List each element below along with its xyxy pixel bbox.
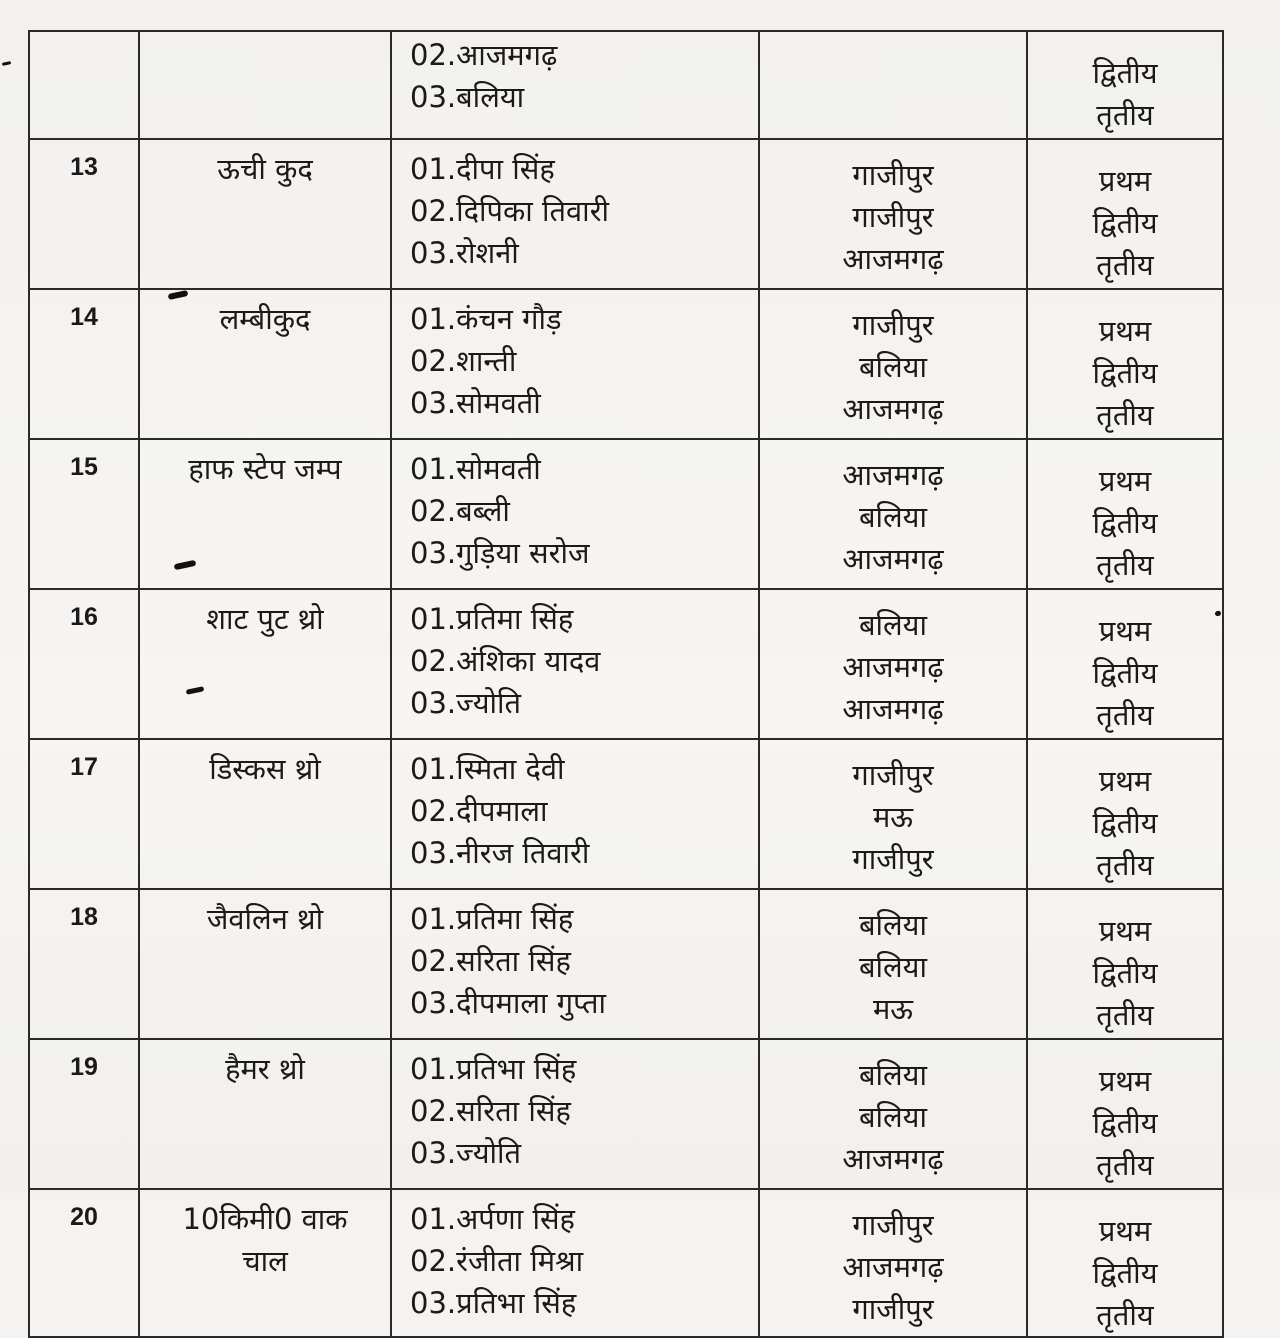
event-name: जैवलिन थ्रो [206,902,324,936]
position-cell [1027,289,1223,439]
event-name-cell [139,889,391,1039]
district-name: गाजीपुर [852,758,934,792]
district-name: आजमगढ़ [842,542,944,576]
event-name-cell [139,1039,391,1189]
position-label: तृतीय [1096,248,1154,282]
participant-name: 03.नीरज तिवारी [410,836,590,870]
district-name: आजमगढ़ [842,650,944,684]
participant-name: 03.ज्योति [410,686,522,720]
district-cell [759,739,1027,889]
district-name: बलिया [858,1058,928,1092]
event-name-cell [139,1189,391,1337]
position-cell [1027,1189,1223,1337]
district-cell [759,139,1027,289]
event-name-cell [139,289,391,439]
table-row [29,139,1223,289]
event-name-cell [139,31,391,139]
serial-number-cell: 16 [29,589,139,739]
district-name: आजमगढ़ [842,692,944,726]
participant-name: 02.अंशिका यादव [410,644,601,678]
participant-names-cell [391,439,759,589]
position-label: प्रथम [1098,1064,1152,1098]
district-name: गाजीपुर [852,842,934,876]
position-label: प्रथम [1098,314,1152,348]
participant-name: 03.प्रतिभा सिंह [410,1286,577,1320]
participant-name: 01.सोमवती [410,452,541,486]
district-name: गाजीपुर [852,308,934,342]
participant-name: 03.रोशनी [410,236,519,270]
district-name: गाजीपुर [852,200,934,234]
district-cell [759,1039,1027,1189]
position-label: तृतीय [1096,548,1154,582]
position-label: तृतीय [1096,698,1154,732]
serial-number-cell: 13 [29,139,139,289]
participant-name: 01.दीपा सिंह [410,152,555,186]
table-row [29,739,1223,889]
position-cell [1027,589,1223,739]
district-name: मऊ [872,800,914,834]
district-name: आजमगढ़ [842,458,944,492]
district-name: मऊ [872,992,914,1026]
event-name: ऊची कुद [217,152,313,186]
results-table [28,30,1224,1338]
district-cell [759,1189,1027,1337]
participant-name: 02.सरिता सिंह [410,1094,571,1128]
position-label: तृतीय [1096,1148,1154,1182]
serial-number-cell: 19 [29,1039,139,1189]
position-cell [1027,139,1223,289]
participant-names-cell [391,1039,759,1189]
event-name: शाट पुट थ्रो [206,602,324,636]
position-label: द्वितीय [1092,806,1158,840]
district-cell [759,889,1027,1039]
district-name: बलिया [858,608,928,642]
position-label: प्रथम [1098,1214,1152,1248]
participant-name: 02.शान्ती [410,344,517,378]
position-label: द्वितीय [1092,56,1158,90]
position-label: प्रथम [1098,614,1152,648]
participant-name: 01.अर्पणा सिंह [410,1202,575,1236]
participant-name: 02.आजमगढ़ [410,38,558,72]
serial-number-cell [29,31,139,139]
results-table-body [29,31,1223,1337]
district-cell [759,289,1027,439]
district-name: बलिया [858,908,928,942]
table-row [29,1039,1223,1189]
event-name: 10किमी0 वाक [182,1202,348,1236]
district-name: आजमगढ़ [842,392,944,426]
position-label: द्वितीय [1092,506,1158,540]
event-name: चाल [242,1244,288,1278]
position-cell [1027,889,1223,1039]
position-label: द्वितीय [1092,956,1158,990]
position-label: तृतीय [1096,848,1154,882]
position-label: प्रथम [1098,164,1152,198]
participant-name: 02.दिपिका तिवारी [410,194,610,228]
serial-number-cell: 15 [29,439,139,589]
participant-names-cell [391,31,759,139]
event-name: हैमर थ्रो [225,1052,305,1086]
position-label: प्रथम [1098,464,1152,498]
event-name-cell [139,589,391,739]
table-row [29,1189,1223,1337]
participant-name: 02.दीपमाला [410,794,548,828]
district-cell [759,439,1027,589]
serial-number-cell: 18 [29,889,139,1039]
participant-name: 03.बलिया [410,80,525,114]
event-name: हाफ स्टेप जम्प [188,452,342,486]
participant-names-cell [391,289,759,439]
participant-name: 02.रंजीता मिश्रा [410,1244,584,1278]
position-label: तृतीय [1096,1298,1154,1332]
district-name: गाजीपुर [852,1292,934,1326]
participant-names-cell [391,589,759,739]
participant-names-cell [391,1189,759,1337]
serial-number-cell: 14 [29,289,139,439]
district-name: आजमगढ़ [842,242,944,276]
table-row [29,589,1223,739]
table-row [29,439,1223,589]
position-label: द्वितीय [1092,656,1158,690]
position-label: तृतीय [1096,98,1154,132]
table-row [29,289,1223,439]
participant-name: 01.प्रतिमा सिंह [410,602,574,636]
district-name: गाजीपुर [852,158,934,192]
position-cell [1027,739,1223,889]
participant-name: 03.ज्योति [410,1136,522,1170]
participant-name: 01.प्रतिमा सिंह [410,902,574,936]
table-row [29,31,1223,139]
district-name: बलिया [858,1100,928,1134]
position-label: द्वितीय [1092,1106,1158,1140]
position-label: द्वितीय [1092,206,1158,240]
district-name: आजमगढ़ [842,1250,944,1284]
position-label: प्रथम [1098,914,1152,948]
participant-name: 03.दीपमाला गुप्ता [410,986,607,1020]
pen-mark [2,61,11,66]
event-name: डिस्कस थ्रो [209,752,321,786]
district-name: आजमगढ़ [842,1142,944,1176]
district-cell [759,589,1027,739]
position-label: द्वितीय [1092,356,1158,390]
district-name: बलिया [858,350,928,384]
table-row [29,889,1223,1039]
participant-name: 01.कंचन गौड़ [410,302,562,336]
position-label: तृतीय [1096,998,1154,1032]
participant-names-cell [391,739,759,889]
position-label: तृतीय [1096,398,1154,432]
event-name-cell [139,139,391,289]
event-name: लम्बीकुद [219,302,311,336]
participant-name: 01.स्मिता देवी [410,752,565,786]
position-cell [1027,439,1223,589]
participant-names-cell [391,889,759,1039]
event-name-cell [139,739,391,889]
participant-name: 03.गुड़िया सरोज [410,536,590,570]
serial-number-cell: 17 [29,739,139,889]
district-name: बलिया [858,950,928,984]
position-label: प्रथम [1098,764,1152,798]
participant-name: 02.सरिता सिंह [410,944,571,978]
district-name: गाजीपुर [852,1208,934,1242]
serial-number-cell: 20 [29,1189,139,1337]
participant-name: 01.प्रतिभा सिंह [410,1052,577,1086]
district-name: बलिया [858,500,928,534]
position-label: द्वितीय [1092,1256,1158,1290]
participant-name: 03.सोमवती [410,386,541,420]
participant-name: 02.बब्ली [410,494,510,528]
position-cell [1027,1039,1223,1189]
participant-names-cell [391,139,759,289]
position-cell [1027,31,1223,139]
district-cell [759,31,1027,139]
